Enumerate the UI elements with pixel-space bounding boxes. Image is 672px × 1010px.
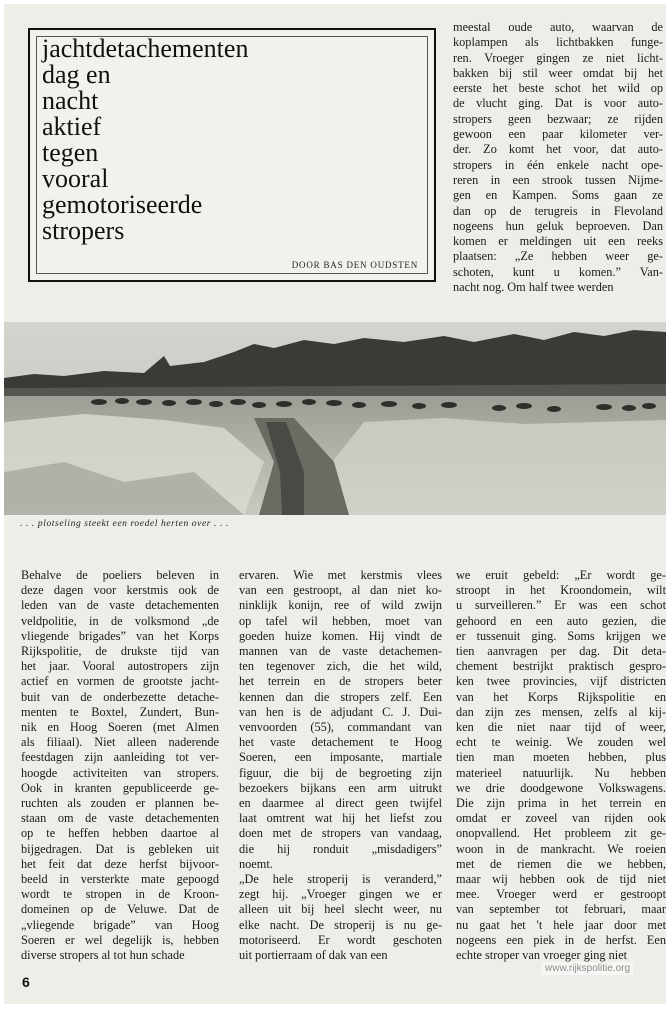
text-line: er tussenuit ging. Soms krijgen we [456,628,666,643]
text-line: u surveilleren.” Er was een schot [456,598,666,613]
text-line: mee. Vroeger werd er gestroopt [456,887,666,902]
text-line: echte stroper van vroeger ging niet [456,948,628,963]
text-line: motoriseerd. Er wordt geschoten [239,932,442,947]
text-line: Soeren, een imposante, martiale [239,750,442,765]
title-line: jachtdetachementen [42,34,249,63]
text-line: ken die niet naar tijd of weer, [456,720,666,735]
text-line: uit portierraam of dak van een [239,948,388,963]
text-line: hoogde activiteiten van stropers. [21,765,219,780]
text-line: ervaren. Wie met kerstmis vlees [239,568,442,582]
title-line: dag en [42,60,111,89]
text-line: als filiaal). Niet alleen naderende [21,735,219,750]
text-line: het jaar. Vooral autostropers zijn [21,659,219,674]
text-line: leden van de vaste detachementen [21,598,219,613]
text-line: Die zijn prima in het terrein en [456,796,666,811]
text-line: doen met de stropers van vandaag, [239,826,442,841]
text-line: actief en vormen de grootste jacht- [21,674,219,689]
text-line: komen er meldingen uit een reeks [453,234,663,249]
text-line: van het Korps Rijkspolitie en [456,689,666,704]
text-line: nu gaat het 't hele jaar door met [456,917,666,932]
text-line: het feit dat deze herfst bijvoor- [21,856,219,871]
article-title [42,36,248,244]
byline: DOOR BAS DEN OUDSTEN [291,260,418,270]
body-column-2 [239,568,442,963]
text-line: kennen dan die stropers zelf. Een [239,689,442,704]
text-line: staan om de vaste detachementen [21,811,219,826]
deer-herd-image [4,322,666,515]
text-line: Behalve de poeliers beleven in [21,568,219,582]
text-line: onopvallend. Het probleem zit ge- [456,826,666,841]
body-column-3 [456,568,666,963]
text-line: bijgedragen. Dat is gebleken uit [21,841,219,856]
text-line: ten tegenover zich, die het wild, [239,659,442,674]
text-line: „De hele stroperij is veranderd,” [239,872,442,887]
text-line: mannen van de vaste detachemen- [239,644,442,659]
text-line: eerste het beste schot het wild op [453,81,663,96]
text-line: dan op de terugreis in Flevoland [453,203,663,218]
text-line: omdat er zoveel van rijden ook [456,811,666,826]
text-line: venvoorden (55), commandant van [239,720,442,735]
title-line: aktief [42,112,102,141]
title-line: vooral [42,164,109,193]
text-line: bakken bij stil weer omdat bij het [453,65,663,80]
text-line: ninklijk konijn, ree of wild zwijn [239,598,442,613]
text-line: alleen uit bij heel slecht weer, nu [239,902,442,917]
text-line: chement bestrijkt praktisch gespro- [456,659,666,674]
text-line: op tafel wil hebben, moet van [239,613,442,628]
text-line: en daarmee al direct geen twijfel [239,796,442,811]
text-line: schoten, kunt u komen.” Van- [453,264,663,279]
text-line: nogeens hun geluk beproeven. Dan [453,218,663,233]
watermark-link[interactable]: www.rijkspolitie.org [542,962,633,975]
text-line: we drie doodgewone Volkswagens. [456,780,666,795]
text-line: ken twee provincies, vijf districten [456,674,666,689]
text-line: nik en Hoog Soeren (met Almen [21,720,219,735]
text-line: wordt te stropen in de Kroon- [21,887,219,902]
text-line: de vlucht ging. Dat is voor auto- [453,96,663,111]
text-line: tien man moeten hebben, plus [456,750,666,765]
text-line: echt te weinig. We zouden wel [456,735,666,750]
photo-caption: . . . plotseling steekt een roedel herten over . . . [20,519,229,529]
text-line: met de riemen die we hebben, [456,856,666,871]
text-line: Rijkspolitie, de drukste tijd van [21,644,219,659]
text-line: we eruit gebeld: „Er wordt ge- [456,568,666,582]
text-line: feestdagen zijn aanleiding tot ver- [21,750,219,765]
text-line: stropers geen bezwaar; ze rijden [453,111,663,126]
text-line: het vaste detachement te Hoog [239,735,442,750]
text-line: plaatsen: „Ze hebben weer ge- [453,249,663,264]
text-line: dan zijn zes mensen, zelfs al kij- [456,704,666,719]
text-line: noemt. [239,856,273,871]
text-line: materieel natuurlijk. Nu hebben [456,765,666,780]
magazine-page [4,4,666,1004]
text-line: stropers in één enkele nacht ope- [453,157,663,172]
text-line: beeld in versterkte mate gepoogd [21,872,219,887]
text-line: ruchten als zouden er plannen be- [21,796,219,811]
text-line: het terrein en de stropers beter [239,674,442,689]
text-line: bezoekers bijkans een arm uitrukt [239,780,442,795]
text-line: elke nacht. De stroperij is nu ge- [239,917,442,932]
text-line: buit van de onderbezette detache- [21,689,219,704]
top-right-column [453,20,663,295]
text-line: van hen is de adjudant C. J. Dui- [239,704,442,719]
title-line: nacht [42,86,99,115]
text-line: diverse stropers al tot hun schade [21,948,185,963]
text-line: op te heffen hebben daartoe al [21,826,219,841]
text-line: gehoord en een auto gezien, die [456,613,666,628]
text-line: van september tot februari, maar [456,902,666,917]
text-line: gen en Kampen. Soms gaan ze [453,188,663,203]
text-line: figuur, die bij de begroeting zijn [239,765,442,780]
text-line: zegt hij. „Vroeger gingen we er [239,887,442,902]
text-line: die hij ronduit „misdadigers” [239,841,442,856]
text-line: van een gestroopt, al dan niet ko- [239,583,442,598]
text-line: koplampen als lichtbakken fungе- [453,35,663,50]
title-line: stropers [42,216,125,245]
text-line: gewoon een paar kilometer ver- [453,127,663,142]
text-line: vliegende brigades” van het Korps [21,628,219,643]
text-line: Soeren er wel degelijk is, hebben [21,932,219,947]
title-line: tegen [42,138,99,167]
text-line: „vliegende brigade” van Hoog [21,917,219,932]
text-line: Ook in kranten gepubliceerde ge- [21,780,219,795]
title-box [28,28,436,282]
text-line: reren in een strook tussen Nijme- [453,172,663,187]
text-line: deze dagen voor kerstmis ook de [21,583,219,598]
text-line: ren. Vroeger gingen ze niet licht- [453,50,663,65]
text-line: laat omtrent wat hij het liefst zou [239,811,442,826]
body-column-1 [21,568,219,963]
text-line: goeden huize komen. Hij vindt de [239,628,442,643]
text-line: domeinen op de Veluwe. Dat de [21,902,219,917]
text-line: menten te Boxtel, Zundert, Bun- [21,704,219,719]
text-line: nogeens een piek in de herfst. Een [456,932,666,947]
page-number: 6 [22,974,30,990]
text-line: stroopt in het Kroondomein, wilt [456,583,666,598]
text-line: veldpolitie, in de volksmond „de [21,613,219,628]
text-line: woon in de mankracht. We roeien [456,841,666,856]
text-line: tien aanvragen per dag. Dit deta- [456,644,666,659]
text-line: nacht nog. Om half twee werden [453,280,614,295]
title-line: gemotoriseerde [42,190,203,219]
text-line: maar wij hebben ook de tijd niet [456,872,666,887]
text-line: der. Zo komt het voor, dat auto- [453,142,663,157]
text-line: meestal oude auto, waarvan de [453,20,663,34]
deer-photo [4,322,666,515]
